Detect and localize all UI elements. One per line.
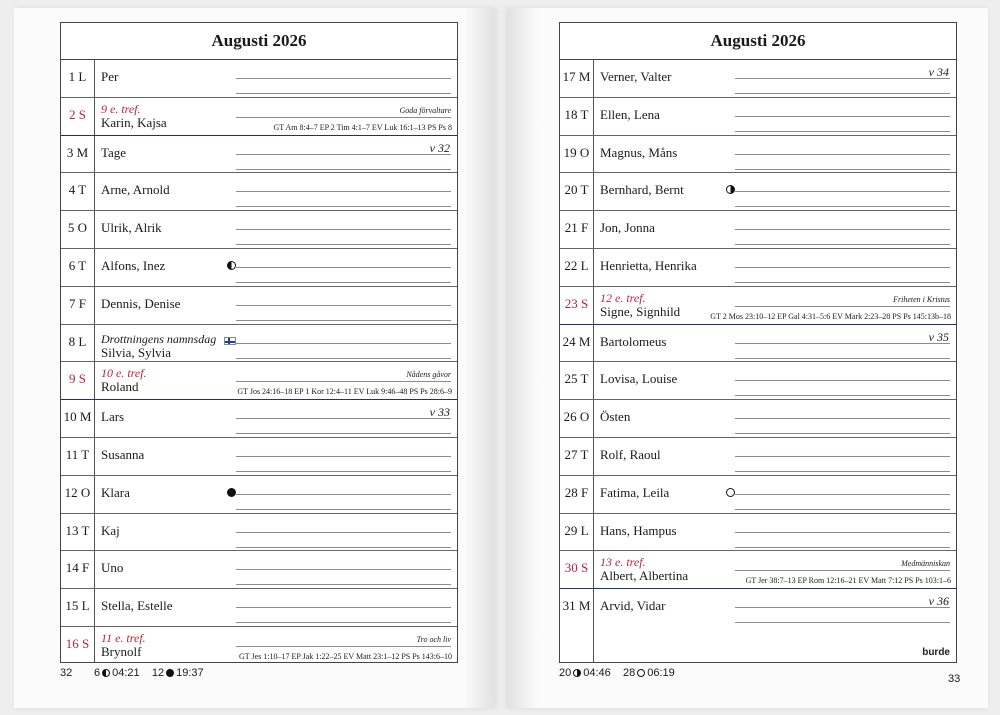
- day-letter: L: [81, 598, 90, 614]
- footer-moon2-date: 12: [151, 667, 165, 679]
- day-number: 10: [63, 409, 77, 425]
- page-number: 33: [948, 673, 961, 685]
- writing-line: [236, 532, 451, 533]
- day-letter: T: [580, 446, 589, 462]
- first-quarter-moon-icon: [227, 261, 236, 270]
- day-date: [61, 636, 94, 652]
- name-day: Kaj: [101, 522, 120, 538]
- footer-moon2-date: 28: [623, 667, 636, 679]
- day-number: 23: [564, 295, 578, 311]
- day-number: 9: [69, 371, 76, 387]
- day-date: [560, 560, 593, 576]
- day-number: 20: [564, 182, 578, 198]
- day-row: [61, 400, 457, 438]
- writing-line: [236, 494, 451, 495]
- day-letter: M: [578, 598, 591, 614]
- name-day: Rolf, Raoul: [600, 446, 661, 462]
- day-row: [560, 325, 956, 363]
- day-row: [61, 136, 457, 174]
- name-day: Fatima, Leila: [600, 484, 670, 500]
- day-letter: T: [81, 522, 90, 538]
- sunday-theme: Nådens gåvor: [406, 370, 451, 380]
- day-number: 2: [69, 106, 76, 122]
- calendar-frame: [60, 22, 458, 663]
- writing-line: [735, 93, 950, 94]
- writing-line: [735, 229, 950, 230]
- sunday-theme: Goda förvaltare: [399, 105, 451, 115]
- writing-line: [236, 320, 451, 321]
- week-number: v 36: [928, 594, 949, 609]
- writing-line: [236, 509, 451, 510]
- day-row: [61, 362, 457, 400]
- day-letter: M: [79, 409, 92, 425]
- name-day: Klara: [101, 484, 130, 500]
- day-date: [61, 598, 94, 614]
- writing-line: [236, 169, 451, 170]
- sunday-title: 9 e. tref.: [101, 101, 141, 116]
- name-day: Östen: [600, 409, 631, 425]
- writing-line: [735, 456, 950, 457]
- name-day: Albert, Albertina: [600, 568, 689, 584]
- writing-line: [735, 607, 950, 608]
- day-row: [560, 362, 956, 400]
- writing-line: [236, 78, 451, 79]
- day-number: 11: [65, 446, 79, 462]
- writing-line: [236, 267, 451, 268]
- day-number: 18: [564, 106, 578, 122]
- day-number: 8: [68, 333, 76, 349]
- day-date: [560, 220, 593, 236]
- day-letter: O: [579, 409, 590, 425]
- day-date: [61, 334, 94, 350]
- special-day: Drottningens namnsdag: [101, 331, 217, 346]
- day-letter: T: [78, 257, 87, 273]
- writing-line: [735, 622, 950, 623]
- day-letter: S: [581, 560, 589, 576]
- new-moon-icon: [637, 669, 645, 677]
- page-number: 32: [60, 667, 73, 679]
- full-moon-icon: [227, 488, 236, 497]
- day-date: [560, 447, 593, 463]
- new-moon-icon: [726, 488, 735, 497]
- bible-readings: GT Jos 24:16–18 EP 1 Kor 12:4–11 EV Luk 9:46–48 PS Ps 28:6–9: [237, 387, 452, 397]
- day-number: 7: [69, 295, 76, 311]
- last-quarter-moon-icon: [726, 185, 735, 194]
- day-row: [61, 551, 457, 589]
- day-number: 12: [64, 484, 78, 500]
- day-row: [61, 60, 457, 98]
- name-day: Signe, Signhild: [600, 303, 681, 319]
- day-row: [61, 589, 457, 627]
- sunday-theme: Medmänniskan: [901, 559, 950, 569]
- day-letter: T: [580, 182, 589, 198]
- day-date: [560, 371, 593, 387]
- moon-phases-footer: [559, 667, 675, 679]
- month-title: Augusti 2026: [61, 23, 457, 60]
- day-letter: F: [581, 220, 589, 236]
- sunday-title: 13 e. tref.: [600, 555, 646, 570]
- writing-line: [735, 494, 950, 495]
- moon-phases-footer: [94, 667, 204, 679]
- sunday-title: 11 e. tref.: [101, 630, 146, 645]
- name-day: Arvid, Vidar: [600, 598, 666, 614]
- last-quarter-moon-icon: [573, 669, 581, 677]
- day-number: 1: [68, 69, 76, 84]
- name-day: Alfons, Inez: [101, 257, 166, 273]
- day-letter: O: [77, 220, 88, 236]
- day-number: 4: [68, 182, 76, 198]
- day-row: [61, 627, 457, 665]
- day-row: [61, 514, 457, 552]
- left-page: [14, 8, 494, 708]
- name-day: Verner, Valter: [600, 69, 672, 84]
- name-day: Bernhard, Bernt: [600, 182, 684, 198]
- day-date: [61, 409, 94, 425]
- writing-line: [236, 471, 451, 472]
- footer-moon1-date: 20: [559, 667, 572, 679]
- day-date: [61, 447, 94, 463]
- day-letter: L: [78, 69, 87, 84]
- day-date: [61, 371, 94, 387]
- week-number: v 33: [429, 405, 450, 420]
- day-letter: F: [78, 295, 86, 311]
- day-rows: [560, 60, 956, 627]
- day-row: [560, 589, 956, 627]
- day-date: [560, 69, 593, 85]
- day-row: [560, 98, 956, 136]
- writing-line: [735, 154, 950, 155]
- day-number: 31: [562, 598, 576, 614]
- day-letter: M: [578, 69, 591, 84]
- day-number: 3: [66, 144, 74, 160]
- writing-line: [735, 433, 950, 434]
- name-day: Ulrik, Alrik: [101, 220, 162, 236]
- name-day: Jon, Jonna: [600, 220, 655, 236]
- writing-line: [735, 131, 950, 132]
- day-date: [61, 296, 94, 312]
- writing-line: [735, 206, 950, 207]
- day-row: [61, 287, 457, 325]
- full-moon-icon: [166, 669, 174, 677]
- day-date: [61, 258, 94, 274]
- day-date: [61, 145, 94, 161]
- week-number: v 32: [429, 140, 450, 155]
- day-number: 14: [65, 560, 79, 576]
- day-number: 24: [562, 333, 576, 349]
- writing-line: [735, 471, 950, 472]
- writing-line: [735, 306, 950, 307]
- day-date: [61, 220, 94, 236]
- name-day: Stella, Estelle: [101, 598, 173, 614]
- footer-moon2-time: 19:37: [176, 667, 204, 679]
- day-number: 15: [65, 598, 79, 614]
- day-letter: S: [82, 635, 90, 651]
- writing-line: [236, 584, 451, 585]
- day-date: [560, 409, 593, 425]
- name-day: Susanna: [101, 446, 145, 462]
- day-row: [560, 551, 956, 589]
- day-number: 27: [564, 446, 578, 462]
- day-letter: S: [78, 371, 86, 387]
- writing-line: [735, 395, 950, 396]
- name-day: Brynolf: [101, 643, 142, 659]
- day-row: [61, 325, 457, 363]
- day-row: [560, 438, 956, 476]
- writing-line: [735, 191, 950, 192]
- week-number: v 34: [928, 65, 949, 79]
- day-date: [61, 182, 94, 198]
- day-letter: M: [578, 333, 591, 349]
- writing-line: [735, 116, 950, 117]
- name-day: Ellen, Lena: [600, 106, 660, 122]
- name-day: Tage: [101, 144, 127, 160]
- day-letter: F: [82, 560, 90, 576]
- writing-line: [236, 381, 451, 382]
- day-row: [560, 476, 956, 514]
- writing-line: [236, 646, 451, 647]
- day-row: [560, 400, 956, 438]
- writing-line: [735, 547, 950, 548]
- writing-line: [236, 622, 451, 623]
- day-row: [560, 249, 956, 287]
- sunday-theme: Friheten i Kristus: [893, 294, 950, 304]
- name-day: Bartolomeus: [600, 333, 667, 349]
- writing-line: [236, 569, 451, 570]
- day-number: 25: [564, 371, 578, 387]
- day-date: [61, 560, 94, 576]
- day-number: 6: [68, 257, 76, 273]
- writing-line: [236, 93, 451, 94]
- name-day: Uno: [101, 560, 124, 576]
- day-date: [560, 598, 593, 614]
- day-letter: F: [581, 484, 589, 500]
- writing-line: [735, 418, 950, 419]
- day-row: [61, 249, 457, 287]
- day-row: [61, 438, 457, 476]
- day-date: [560, 258, 593, 274]
- day-number: 5: [67, 220, 75, 236]
- day-letter: T: [81, 446, 90, 462]
- name-day: Hans, Hampus: [600, 522, 677, 538]
- day-letter: L: [580, 522, 589, 538]
- bible-readings: GT Jer 38:7–13 EP Rom 12:16–21 EV Matt 7:12 PS Ps 103:1–6: [745, 576, 951, 586]
- day-number: 16: [65, 635, 79, 651]
- writing-line: [735, 78, 950, 79]
- writing-line: [236, 244, 451, 245]
- day-number: 21: [564, 220, 578, 236]
- name-day: Lars: [101, 409, 125, 425]
- name-day: Roland: [101, 379, 139, 395]
- writing-line: [236, 305, 451, 306]
- writing-line: [735, 570, 950, 571]
- day-letter: O: [80, 484, 91, 500]
- day-date: [61, 523, 94, 539]
- day-number: 30: [564, 560, 578, 576]
- name-day: Karin, Kajsa: [101, 114, 167, 130]
- swedish-flag-icon: [224, 337, 236, 345]
- sunday-title: 10 e. tref.: [101, 366, 147, 381]
- bible-readings: GT Jes 1:10–17 EP Jak 1:22–25 EV Matt 23:1–12 PS Ps 143:6–10: [239, 651, 452, 661]
- footer-moon2-time: 06:19: [647, 667, 675, 679]
- sunday-title: 12 e. tref.: [600, 290, 646, 305]
- day-number: 26: [563, 409, 577, 425]
- footer-moon1-time: 04:46: [583, 667, 611, 679]
- name-day: Per: [101, 69, 119, 84]
- first-quarter-moon-icon: [102, 669, 110, 677]
- writing-line: [236, 154, 451, 155]
- month-title: Augusti 2026: [560, 23, 956, 60]
- name-day: Arne, Arnold: [101, 182, 170, 198]
- day-letter: O: [579, 144, 590, 160]
- writing-line: [236, 358, 451, 359]
- week-number: v 35: [928, 329, 949, 344]
- writing-line: [236, 343, 451, 344]
- page-gutter-shadow: [464, 8, 494, 708]
- day-number: 29: [564, 522, 578, 538]
- day-rows: [61, 60, 457, 665]
- name-day: Magnus, Måns: [600, 144, 678, 160]
- writing-line: [236, 191, 451, 192]
- right-page: [508, 8, 988, 708]
- writing-line: [236, 418, 451, 419]
- day-number: 13: [65, 522, 79, 538]
- day-number: 17: [562, 69, 576, 84]
- writing-line: [236, 607, 451, 608]
- day-row: [61, 173, 457, 211]
- name-day: Silvia, Sylvia: [101, 344, 172, 360]
- day-date: [560, 296, 593, 312]
- writing-line: [735, 532, 950, 533]
- day-letter: L: [78, 333, 87, 349]
- day-row: [560, 173, 956, 211]
- day-row: [560, 211, 956, 249]
- day-letter: M: [76, 144, 89, 160]
- writing-line: [735, 282, 950, 283]
- writing-line: [236, 229, 451, 230]
- bible-readings: GT 2 Mos 23:10–12 EP Gal 4:31–5:6 EV Mark 2:23–28 PS Ps 145:13b–18: [710, 311, 951, 321]
- day-row: [560, 136, 956, 174]
- writing-line: [735, 169, 950, 170]
- day-row: [560, 287, 956, 325]
- writing-line: [236, 117, 451, 118]
- day-date: [61, 107, 94, 123]
- day-letter: T: [580, 371, 589, 387]
- name-day: Dennis, Denise: [101, 295, 181, 311]
- day-number: 22: [564, 257, 578, 273]
- day-date: [560, 523, 593, 539]
- day-row: [61, 476, 457, 514]
- day-date: [560, 334, 593, 350]
- footer-moon1-date: 6: [94, 667, 101, 679]
- day-row: [61, 211, 457, 249]
- day-row: [61, 98, 457, 136]
- page-gutter-shadow: [508, 8, 538, 708]
- day-date: [61, 69, 94, 85]
- writing-line: [236, 282, 451, 283]
- day-row: [560, 60, 956, 98]
- writing-line: [735, 358, 950, 359]
- day-row: [560, 514, 956, 552]
- writing-line: [735, 267, 950, 268]
- day-letter: S: [581, 295, 589, 311]
- day-date: [560, 107, 593, 123]
- writing-line: [236, 433, 451, 434]
- day-letter: T: [580, 106, 589, 122]
- writing-line: [735, 343, 950, 344]
- writing-line: [236, 456, 451, 457]
- writing-line: [236, 547, 451, 548]
- day-letter: T: [78, 182, 87, 198]
- writing-line: [236, 206, 451, 207]
- brand-logo: burde: [922, 647, 950, 658]
- day-letter: S: [78, 106, 86, 122]
- name-day: Lovisa, Louise: [600, 371, 678, 387]
- name-day: Henrietta, Henrika: [600, 257, 697, 273]
- writing-line: [735, 509, 950, 510]
- day-number: 19: [563, 144, 577, 160]
- writing-line: [735, 380, 950, 381]
- day-date: [560, 182, 593, 198]
- footer-moon1-time: 04:21: [112, 667, 140, 679]
- day-number: 28: [564, 484, 578, 500]
- day-date: [560, 145, 593, 161]
- writing-line: [735, 244, 950, 245]
- day-date: [560, 485, 593, 501]
- day-letter: L: [580, 257, 589, 273]
- sunday-theme: Tro och liv: [416, 634, 451, 644]
- bible-readings: GT Am 8:4–7 EP 2 Tim 4:1–7 EV Luk 16:1–13 PS Ps 8: [273, 122, 452, 132]
- day-date: [61, 485, 94, 501]
- calendar-frame: [559, 22, 957, 663]
